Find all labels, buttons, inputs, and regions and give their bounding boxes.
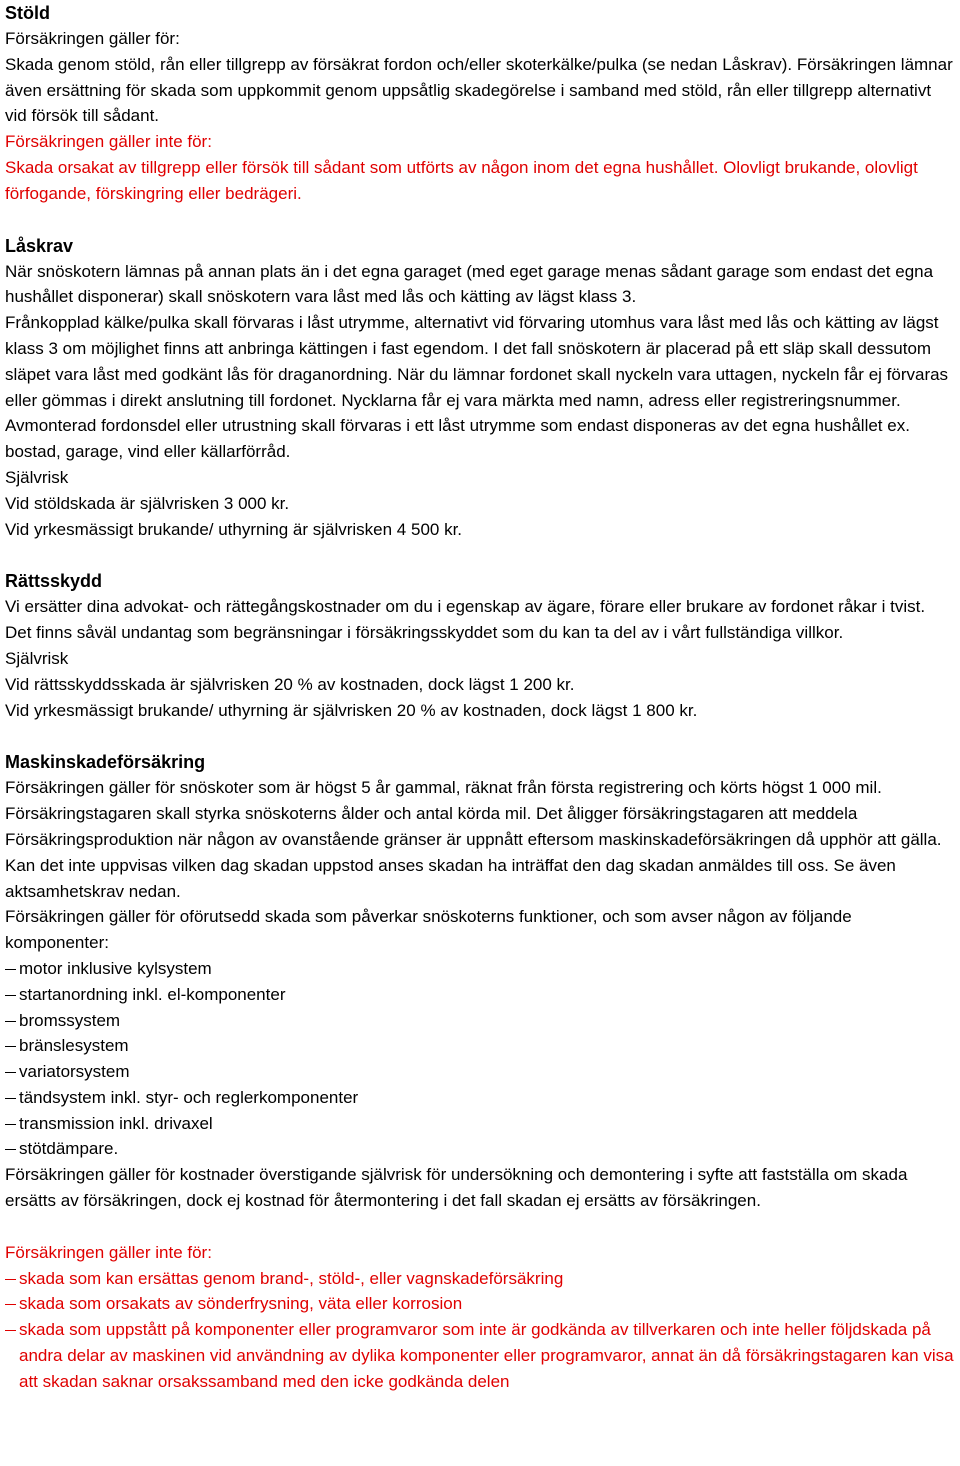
deductible-label: Självrisk <box>5 467 69 487</box>
list-item: skada som kan ersättas genom brand-, stöld-, eller vagnskadeförsäkring <box>5 1266 956 1292</box>
list-item: skada som orsakats av sönderfrysning, väta eller korrosion <box>5 1291 956 1317</box>
component-list <box>5 956 956 1162</box>
section-stold <box>5 0 956 207</box>
list-item: transmission inkl. drivaxel <box>5 1111 956 1137</box>
list-item: variatorsystem <box>5 1059 956 1085</box>
paragraph: Försäkringen gäller för kostnader överstigande självrisk för undersökning och demontering i syfte att fastställa om skada ersätts av försäkringen, dock ej kostnad för återmontering i det fall skadan ej ersätts av försäkringen. <box>5 1165 908 1211</box>
paragraph: Försäkringen gäller för snöskoter som är högst 5 år gammal, räknat från första registrering och körts högst 1 000 mil. Försäkringstagaren skall styrka snöskoterns ålder och antal körda mil. Det åligger försäkringstagaren att meddela Försäkringsproduktion när någon av ovanstående gränser är uppnått eftersom maskinskadeförsäkringen då upphör att gälla. Kan det inte uppvisas vilken dag skadan uppstod anses skadan ha inträffat den dag skadan anmäldes till oss. Se även aktsamhetskrav nedan. <box>5 778 942 901</box>
paragraph: Försäkringen gäller för oförutsedd skada som påverkar snöskoterns funktioner, och som avser någon av följande komponenter: <box>5 907 852 953</box>
section-heading-maskinskada: Maskinskadeförsäkring <box>5 752 206 773</box>
excluded-text: Skada orsakat av tillgrepp eller försök till sådant som utförts av någon inom det egna hushållet. Olovligt brukande, olovligt förfogande, förskingring eller bedrägeri. <box>5 157 918 203</box>
excluded-list <box>5 1266 956 1395</box>
section-rattsskydd <box>5 568 956 723</box>
excluded-label: Försäkringen gäller inte för: <box>5 132 212 152</box>
list-item: skada som uppstått på komponenter eller programvaror som inte är godkända av tillverkaren och inte heller följdskada på andra delar av maskinen vid användning av dylika komponenter eller programvaror, annat än då försäkringstagaren kan visa att skadan saknar orsakssamband med den icke godkända delen <box>5 1317 956 1394</box>
section-gap <box>5 207 956 233</box>
excluded-label: Försäkringen gäller inte för: <box>5 1242 212 1262</box>
paragraph: När snöskotern lämnas på annan plats än i det egna garaget (med eget garage menas sådant garage som endast det egna hushållet disponerar) skall snöskotern vara låst med lås och kätting av lägst klass 3. <box>5 261 934 307</box>
section-heading-laskrav: Låskrav <box>5 235 74 256</box>
paragraph: Avmonterad fordonsdel eller utrustning skall förvaras i ett låst utrymme som endast disponeras av det egna hushållet ex. bostad, garage, vind eller källarförråd. <box>5 416 910 462</box>
section-heading-stold: Stöld <box>5 3 50 23</box>
list-item: bränslesystem <box>5 1033 956 1059</box>
list-item: tändsystem inkl. styr- och reglerkomponenter <box>5 1085 956 1111</box>
deductible-line: Vid rättsskyddsskada är självrisken 20 % av kostnaden, dock lägst 1 200 kr. <box>5 674 575 694</box>
list-item: stötdämpare. <box>5 1136 956 1162</box>
list-item: bromssystem <box>5 1008 956 1034</box>
deductible-line: Vid yrkesmässigt brukande/ uthyrning är självrisken 4 500 kr. <box>5 519 463 539</box>
section-maskinskada <box>5 749 956 1394</box>
applies-label: Försäkringen gäller för: <box>5 29 180 48</box>
list-item: motor inklusive kylsystem <box>5 956 956 982</box>
section-laskrav <box>5 233 956 543</box>
paragraph: Frånkopplad kälke/pulka skall förvaras i låst utrymme, alternativt vid förvaring utomhus vara låst med lås och kätting av lägst klass 3 om möjlighet finns att anbringa kättingen i fast egendom. I det fall snöskotern är placerad på ett släp skall dessutom släpet vara låst med godkänt lås för draganordning. När du lämnar fordonet skall nyckeln vara uttagen, nyckeln får ej förvaras eller gömmas i direkt anslutning till fordonet. Nycklarna får ej vara märkta med namn, adress eller registreringsnummer. <box>5 313 949 410</box>
paragraph: Vi ersätter dina advokat- och rättegångskostnader om du i egenskap av ägare, förare eller brukare av fordonet råkar i tvist. Det finns såväl undantag som begränsningar i försäkringsskyddet som du kan ta del av i vårt fullständiga villkor. <box>5 597 926 643</box>
applies-text: Skada genom stöld, rån eller tillgrepp av försäkrat fordon och/eller skoterkälke/pulka (se nedan Låskrav). Försäkringen lämnar även ersättning för skada som uppkommit genom uppsåtlig skadegörelse i samband med stöld, rån eller tillgrepp alternativt vid försök till sådant. <box>5 54 953 126</box>
section-heading-rattsskydd: Rättsskydd <box>5 571 103 592</box>
deductible-label: Självrisk <box>5 648 69 668</box>
list-item: startanordning inkl. el-komponenter <box>5 982 956 1008</box>
deductible-line: Vid stöldskada är självrisken 3 000 kr. <box>5 493 290 513</box>
paragraph-gap <box>5 1214 956 1240</box>
deductible-line: Vid yrkesmässigt brukande/ uthyrning är självrisken 20 % av kostnaden, dock lägst 1 800 kr. <box>5 700 698 720</box>
section-gap <box>5 542 956 568</box>
section-gap <box>5 723 956 749</box>
